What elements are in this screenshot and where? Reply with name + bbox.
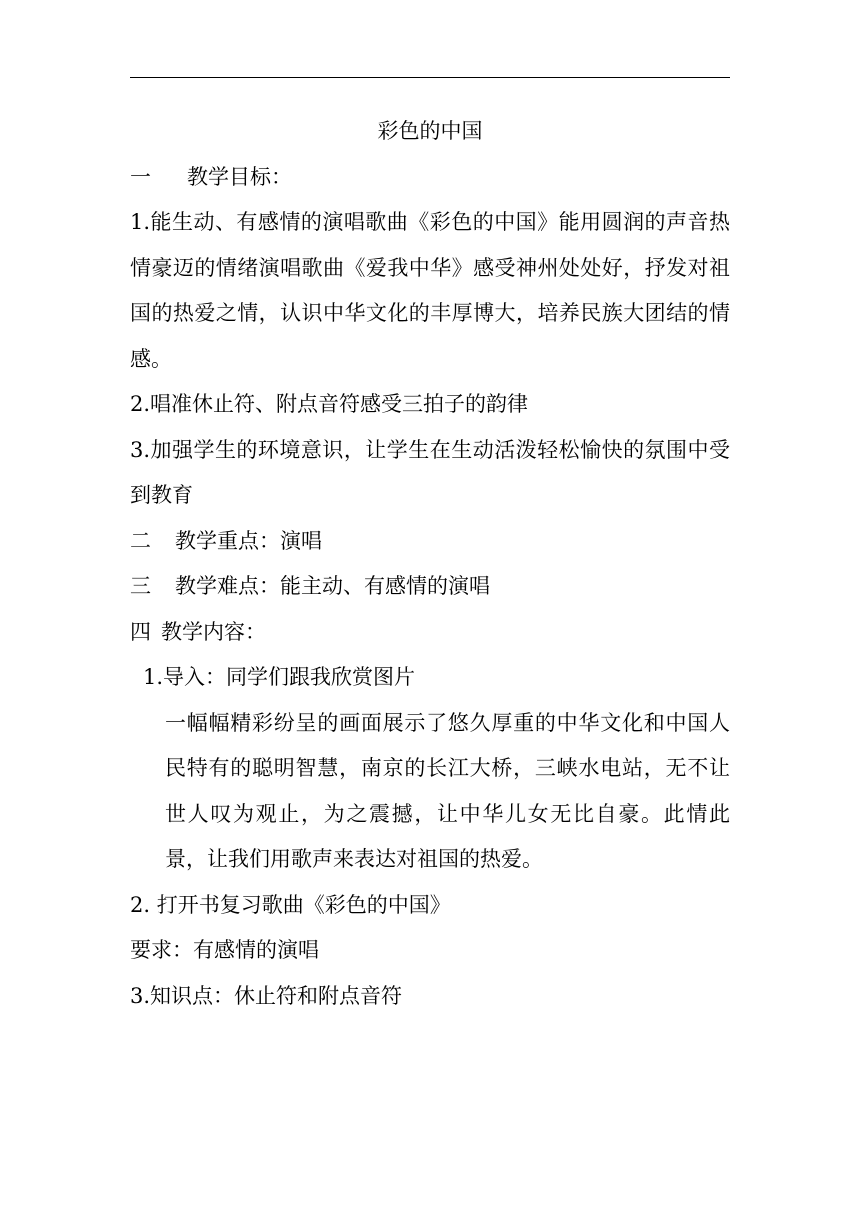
content-requirement: 要求：有感情的演唱 bbox=[130, 938, 319, 962]
section-difficulty bbox=[130, 564, 730, 610]
section-marker: 三 bbox=[130, 574, 151, 598]
content-knowledge: 3.知识点：休止符和附点音符 bbox=[130, 983, 403, 1008]
section-marker: 四 bbox=[130, 619, 151, 644]
section-text: 教学重点：演唱 bbox=[175, 528, 322, 553]
objective-item-3: 3.加强学生的环境意识，让学生在生动活泼轻松愉快的氛围中受到教育 bbox=[130, 437, 730, 507]
header-rule bbox=[130, 77, 730, 78]
section-keypoint bbox=[130, 519, 730, 565]
objective-item-1: 1.能生动、有感情的演唱歌曲《彩色的中国》能用圆润的声音热情豪迈的情绪演唱歌曲《爱我中华》感受神州处处好，抒发对祖国的热爱之情，认识中华文化的丰厚博大，培养民族大团结的情感。 bbox=[130, 210, 730, 371]
document-page bbox=[130, 0, 730, 1216]
content-intro-paragraph: 一幅幅精彩纷呈的画面展示了悠久厚重的中华文化和中国人民特有的聪明智慧，南京的长江大桥，三峡水电站，无不让世人叹为观止，为之震撼，让中华儿女无比自豪。此情此景，让我们用歌声来表达对祖国的热爱。 bbox=[165, 710, 730, 871]
document-title: 彩色的中国 bbox=[377, 119, 483, 143]
content-intro: 1.导入：同学们跟我欣赏图片 bbox=[143, 665, 416, 689]
section-marker: 二 bbox=[130, 528, 151, 553]
section-text: 教学难点：能主动、有感情的演唱 bbox=[175, 574, 490, 598]
section-content-heading bbox=[130, 610, 730, 656]
section-heading: 教学目标： bbox=[187, 164, 292, 189]
section-marker: 一 bbox=[130, 164, 151, 189]
section-objectives-heading bbox=[130, 155, 730, 201]
document-body bbox=[130, 109, 730, 1019]
objective-item-2: 2.唱准休止符、附点音符感受三拍子的韵律 bbox=[130, 392, 529, 416]
section-heading: 教学内容： bbox=[161, 619, 266, 644]
content-review: 2. 打开书复习歌曲《彩色的中国》 bbox=[130, 892, 451, 917]
